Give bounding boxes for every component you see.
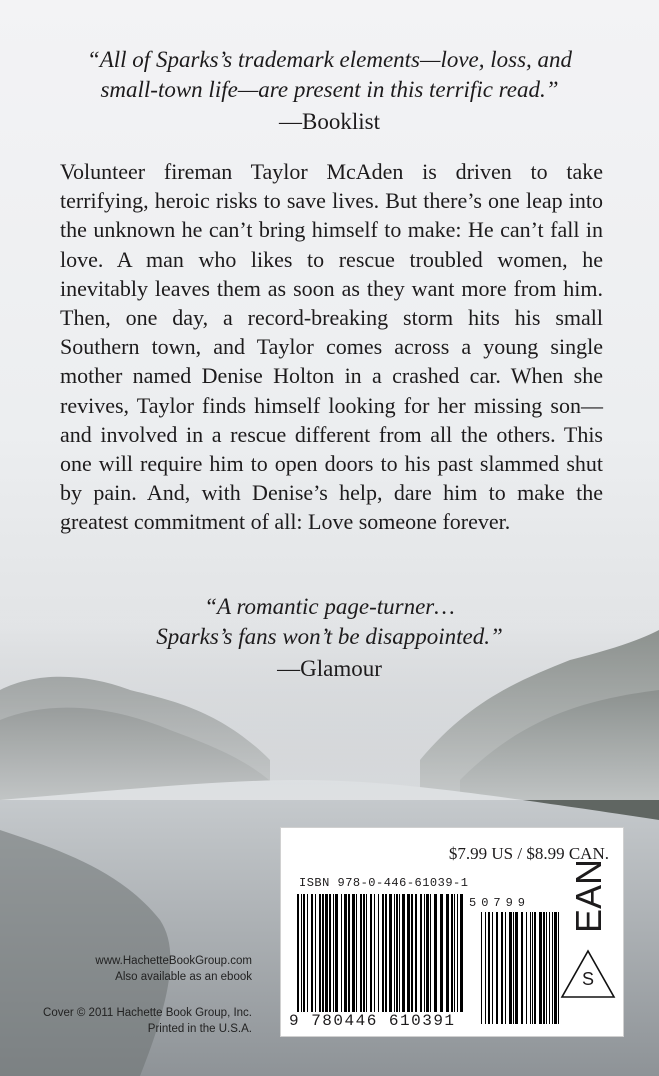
price-label: $7.99 US / $8.99 CAN.	[448, 844, 609, 863]
barcode-bar	[344, 894, 347, 1012]
barcode-bar	[382, 894, 384, 1012]
barcode-bar	[402, 894, 405, 1012]
barcode-bar	[341, 894, 342, 1012]
barcode-bar	[389, 894, 392, 1012]
quote-source: —Booklist	[279, 109, 380, 134]
isbn-digits: 9 780446 610391	[289, 1012, 456, 1030]
addon-bar	[543, 912, 545, 1024]
barcode-bar	[460, 894, 463, 1012]
barcode-bar	[446, 894, 449, 1012]
barcode-bar	[335, 894, 338, 1012]
barcode-panel	[280, 827, 624, 1037]
review-quote	[0, 45, 659, 105]
ean-label: EAN	[568, 858, 609, 933]
quote-line: “A romantic page-turner…	[204, 594, 455, 619]
barcode-bar	[420, 894, 422, 1012]
barcode-bar	[374, 894, 375, 1012]
barcode-bar	[399, 894, 400, 1012]
addon-bar	[554, 912, 557, 1024]
barcode-bar	[329, 894, 331, 1012]
book-description: Volunteer fireman Taylor McAden is driven to take terrifying, heroic risks to save lives. But there’s one leap into the unknown he can’t bring himself to make: He can’t fall in love. A man who likes to rescue troubled women, he inevitably leaves them as soon as they want more from him. Then, one day, a record-breaking storm hits his small Southern town, and Taylor comes across a young single mother named Denise Holton in a crashed car. When she revives, Taylor finds himself looking for her missing son—and involved in a rescue different from all the others. This one will require him to open doors to his past slammed shut by pain. And, with Denise’s help, dare him to make the greatest commitment of all: Love someone forever.	[60, 159, 603, 535]
barcode-bar	[315, 894, 316, 1012]
barcode-bar	[394, 894, 395, 1012]
barcode-bar	[356, 894, 357, 1012]
addon-bar	[521, 912, 523, 1024]
addon-bar	[505, 912, 506, 1024]
addon-bar	[481, 912, 482, 1024]
copyright-text: Cover © 2011 Hachette Book Group, Inc.	[43, 1007, 252, 1019]
barcode-bar	[415, 894, 417, 1012]
review-quote	[0, 592, 659, 652]
barcode-bar	[407, 894, 410, 1012]
addon-bar	[539, 912, 542, 1024]
barcode-bar	[301, 894, 302, 1012]
barcode-bar	[322, 894, 324, 1012]
barcode-bar	[454, 894, 455, 1012]
barcode-bar	[366, 894, 367, 1012]
barcode-bar	[385, 894, 387, 1012]
addon-bar	[530, 912, 531, 1024]
barcode-bar	[311, 894, 313, 1012]
barcode-bar	[440, 894, 443, 1012]
barcode-bar	[348, 894, 350, 1012]
barcode-bar	[307, 894, 308, 1012]
addon-bar	[534, 912, 536, 1024]
barcode-bar	[457, 894, 458, 1012]
barcode-bar	[424, 894, 425, 1012]
addon-bar	[501, 912, 503, 1024]
website-text: www.HachetteBookGroup.com	[95, 955, 252, 967]
barcode-bar	[319, 894, 321, 1012]
isbn-label: ISBN 978-0-446-61039-1	[299, 876, 469, 890]
barcode-bar	[434, 894, 437, 1012]
addon-bar	[496, 912, 498, 1024]
copyright-info	[43, 1005, 252, 1037]
barcode-bar	[370, 894, 372, 1012]
barcode-bar	[303, 894, 305, 1012]
printed-text: Printed in the U.S.A.	[147, 1023, 252, 1035]
barcode-bar	[378, 894, 379, 1012]
barcode-bar	[363, 894, 365, 1012]
barcode-bar	[360, 894, 362, 1012]
ebook-note: Also available as an ebook	[115, 971, 252, 983]
barcode-bar	[396, 894, 398, 1012]
addon-bar	[532, 912, 533, 1024]
barcode-bar	[333, 894, 334, 1012]
quote-line: Sparks’s fans won’t be disappointed.”	[156, 624, 503, 649]
addon-bar	[488, 912, 490, 1024]
addon-bar	[552, 912, 553, 1024]
addon-bar	[492, 912, 493, 1024]
addon-bar	[485, 912, 486, 1024]
barcode-bar	[325, 894, 328, 1012]
barcode-bar	[297, 894, 299, 1012]
barcode-bar	[426, 894, 429, 1012]
barcode-bar	[430, 894, 431, 1012]
addon-bar	[549, 912, 550, 1024]
barcode-bar	[451, 894, 453, 1012]
addon-bar	[513, 912, 514, 1024]
addon-bar	[526, 912, 527, 1024]
barcode-bar	[352, 894, 355, 1012]
barcode-bar	[411, 894, 413, 1012]
addon-bar	[509, 912, 512, 1024]
quote-line: “All of Sparks’s trademark elements—love, loss, and	[86, 47, 573, 72]
addon-number: 50799	[469, 896, 531, 910]
barcode-bars	[297, 894, 567, 1024]
quote-source: —Glamour	[277, 656, 382, 681]
publisher-info	[95, 953, 252, 985]
addon-bar	[515, 912, 518, 1024]
badge-letter: S	[581, 969, 594, 989]
addon-bar	[546, 912, 547, 1024]
quote-line: small-town life—are present in this terrific read.”	[100, 77, 559, 102]
